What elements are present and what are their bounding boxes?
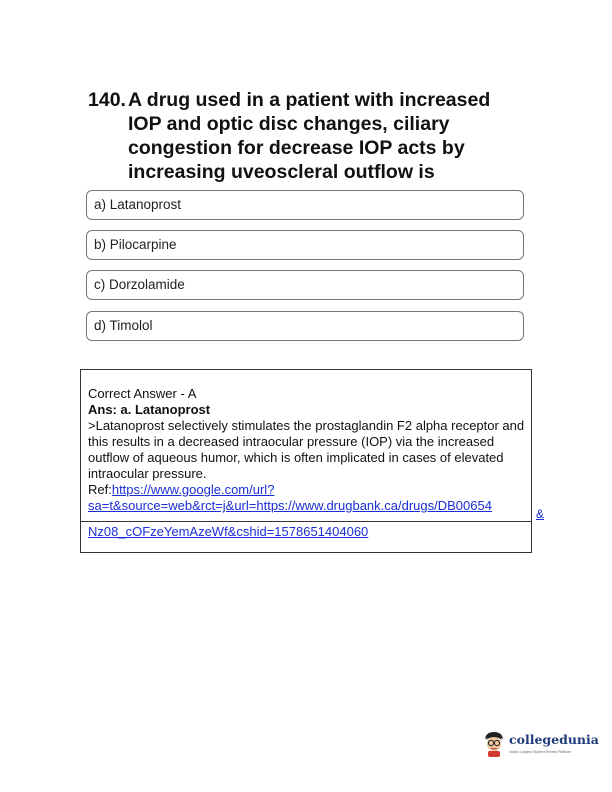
explanation: >Latanoprost selectively stimulates the prostaglandin F2 alpha receptor and this results in a decreased intraocular pressure (IOP) via the increased outflow of aqueous humor, which is often implicated in cases of elevated intraocular pressure. <box>88 418 525 481</box>
reference-link-amp[interactable]: & <box>536 507 545 521</box>
collegedunia-logo <box>482 730 599 762</box>
reference-line-2 <box>88 498 528 514</box>
option-d[interactable]: d) Timolol <box>86 311 524 341</box>
option-b[interactable]: b) Pilocarpine <box>86 230 524 260</box>
logo-tagline: India's Largest Student Review Platform <box>509 750 572 754</box>
question-text: A drug used in a patient with increased IOP and optic disc changes, ciliary congestion for decrease IOP acts by increasing uveoscleral outflow is <box>128 89 491 183</box>
reference-link-2[interactable]: sa=t&source=web&rct=j&url=https://www.drugbank.ca/drugs/DB00654 <box>88 498 492 513</box>
question <box>88 88 518 184</box>
divider <box>80 521 532 522</box>
option-c[interactable]: c) Dorzolamide <box>86 270 524 300</box>
answer-content <box>88 386 528 514</box>
reference-link-1[interactable]: https://www.google.com/url? <box>111 482 275 497</box>
reference-link-3[interactable]: Nz08_cOFzeYemAzeWf&cshid=1578651404060 <box>88 524 369 539</box>
question-number: 140. <box>88 89 126 111</box>
option-a[interactable]: a) Latanoprost <box>86 190 524 220</box>
correct-answer: Correct Answer - A <box>88 386 197 401</box>
reference-line <box>88 482 528 498</box>
answer-label: Ans: a. Latanoprost <box>88 402 211 417</box>
reference-line-3 <box>88 524 368 540</box>
logo-name: collegedunia <box>509 732 599 747</box>
reference-label: Ref: <box>88 482 112 497</box>
mascot-icon <box>482 730 506 758</box>
